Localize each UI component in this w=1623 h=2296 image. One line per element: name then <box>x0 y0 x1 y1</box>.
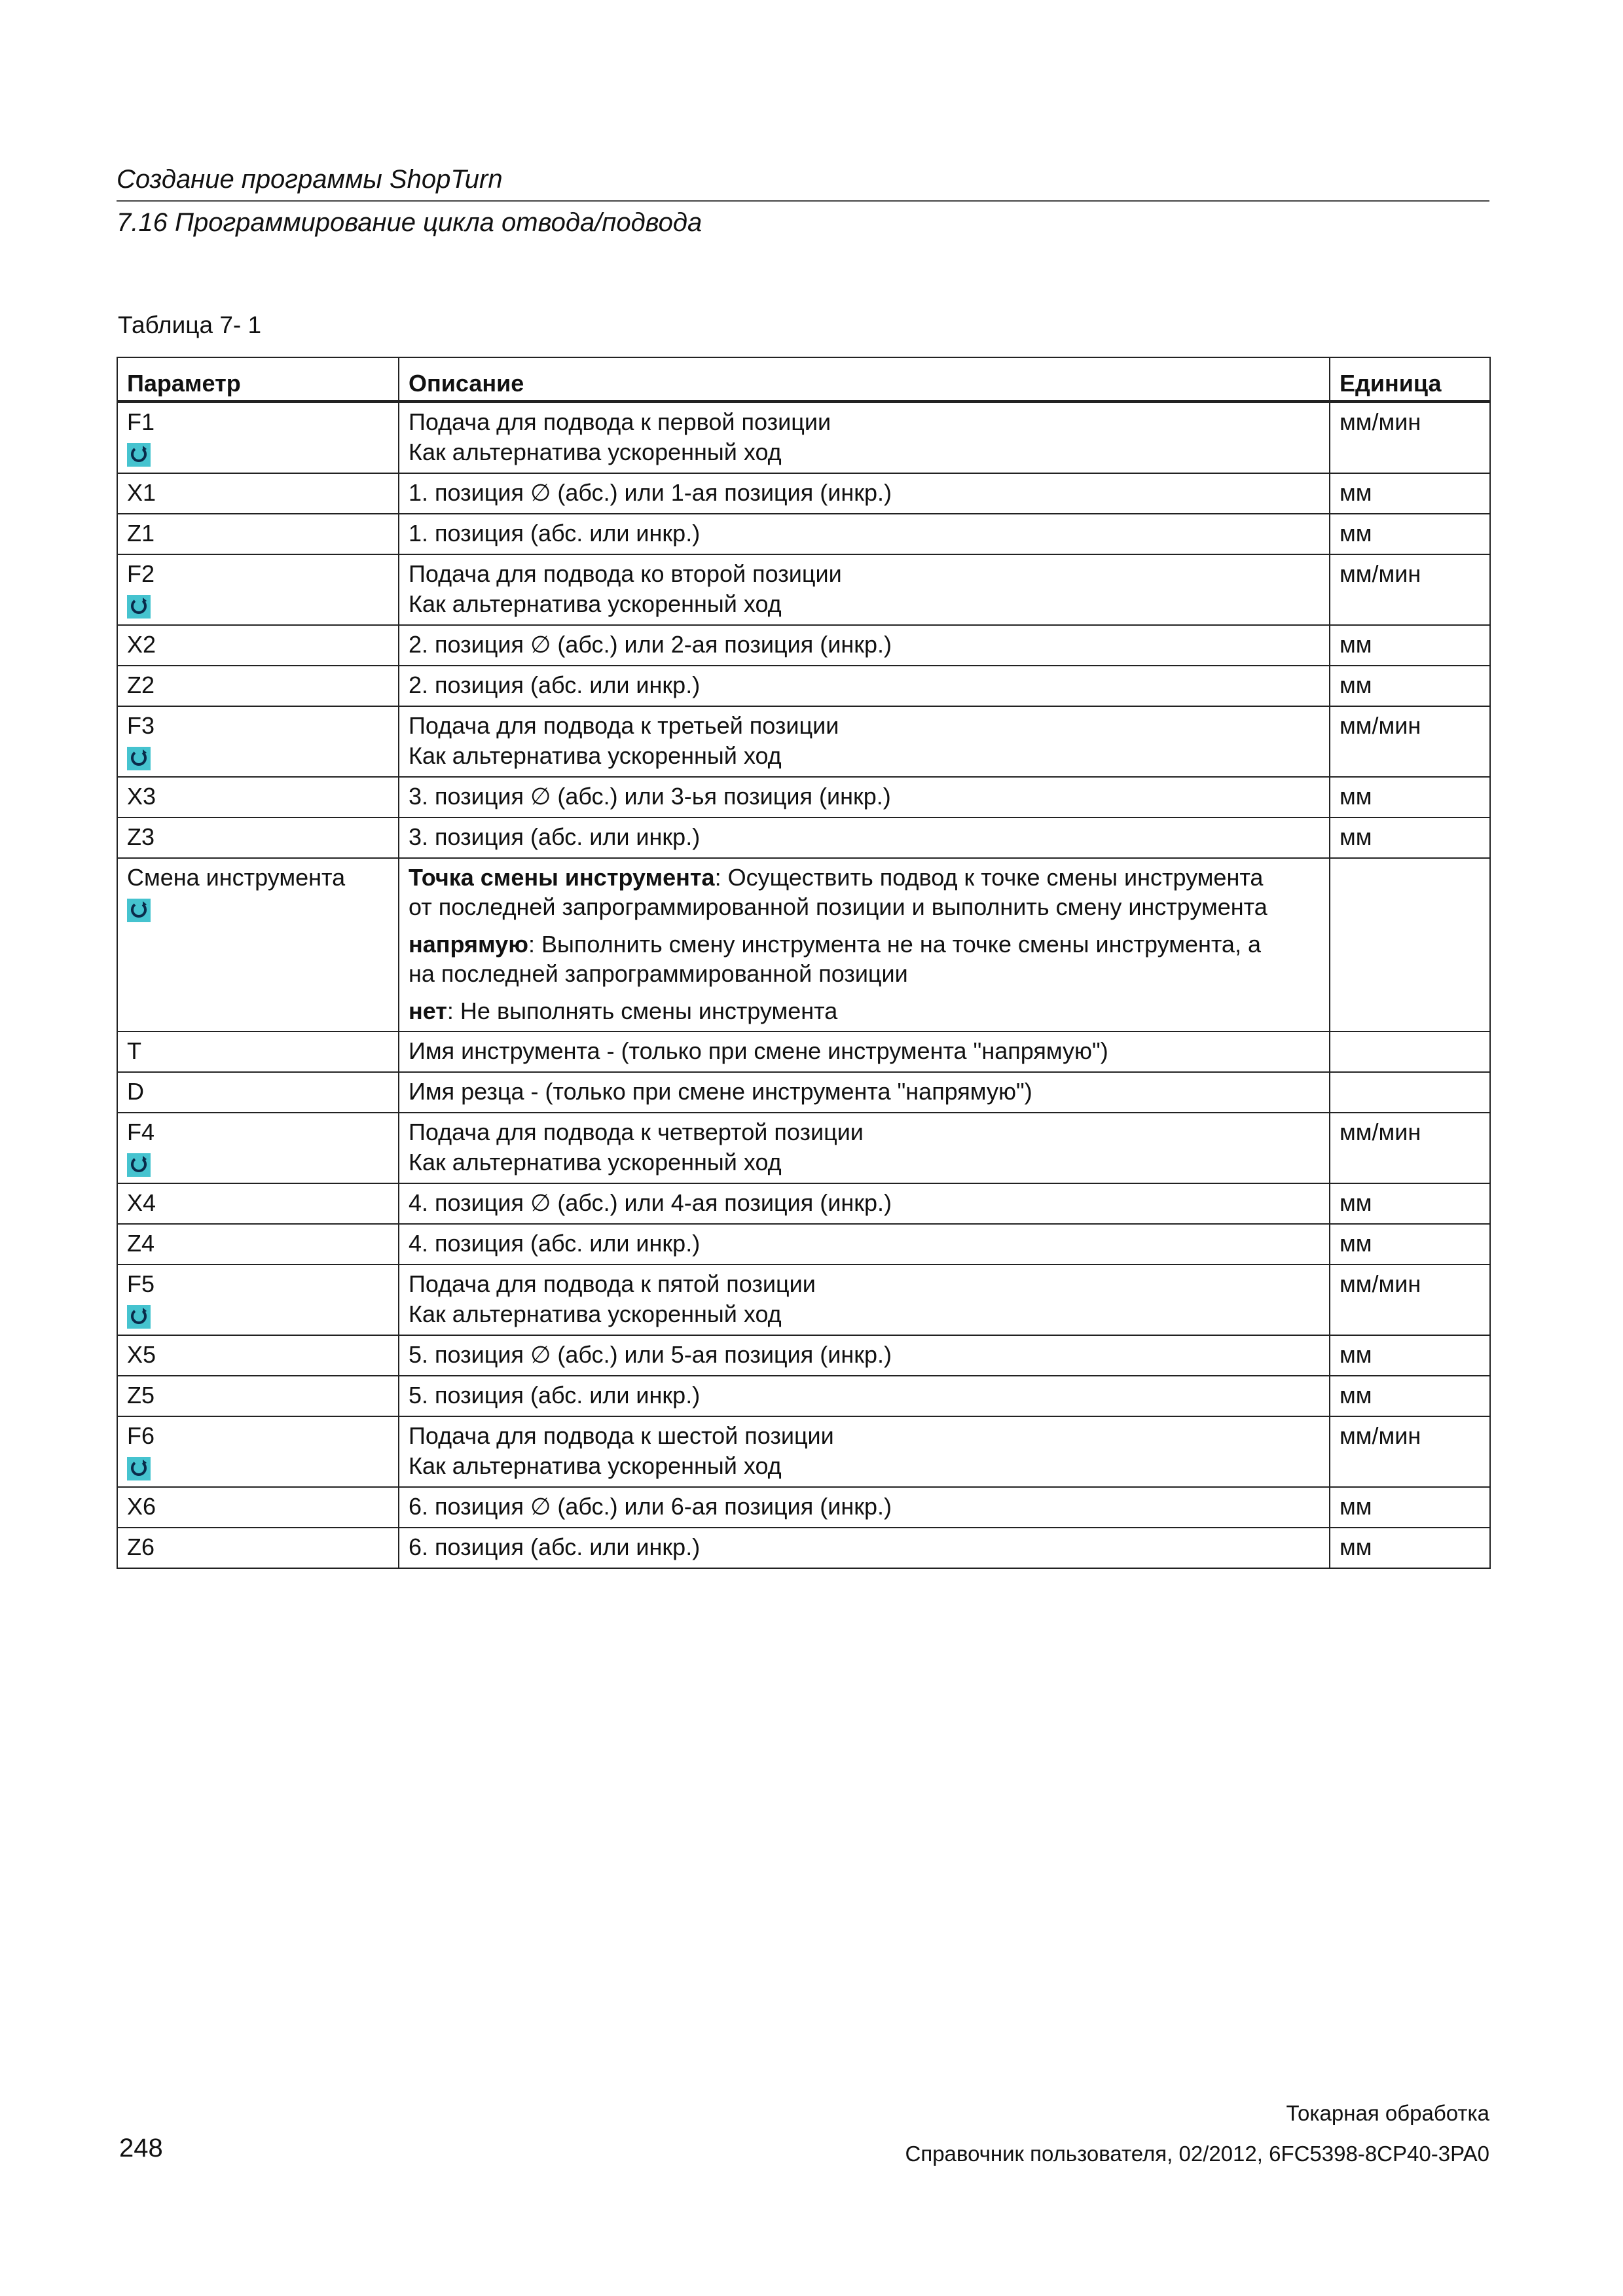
table-row <box>117 666 1490 706</box>
toggle-icon <box>127 1305 151 1329</box>
table-row <box>117 1265 1490 1335</box>
table-row <box>117 817 1490 858</box>
param-cell: F1 <box>117 402 399 474</box>
unit-cell: мм <box>1330 473 1490 514</box>
description-cell: Подача для подвода к третьей позиции Как альтернатива ускоренный ход <box>399 706 1330 777</box>
unit-cell: мм/мин <box>1330 1265 1490 1335</box>
column-header-unit: Единица <box>1330 357 1490 402</box>
option-keyword: напрямую <box>409 931 528 958</box>
param-cell: X3 <box>117 777 399 817</box>
table-row <box>117 625 1490 666</box>
param-cell: T <box>117 1031 399 1072</box>
param-cell: X1 <box>117 473 399 514</box>
table-row <box>117 1113 1490 1183</box>
param-cell: Z5 <box>117 1376 399 1416</box>
unit-cell <box>1330 1072 1490 1113</box>
table-caption: Таблица 7- 1 <box>118 312 262 338</box>
table-row <box>117 1072 1490 1113</box>
unit-cell: мм <box>1330 514 1490 554</box>
unit-cell: мм <box>1330 1487 1490 1528</box>
table-row <box>117 1416 1490 1487</box>
parameter-table <box>117 357 1491 1569</box>
unit-cell: мм <box>1330 1183 1490 1224</box>
table-row <box>117 402 1490 474</box>
description-cell: 4. позиция ∅ (абс.) или 4-ая позиция (инкр.) <box>399 1183 1330 1224</box>
unit-cell: мм <box>1330 817 1490 858</box>
description-cell: Подача для подвода ко второй позиции Как альтернатива ускоренный ход <box>399 554 1330 625</box>
unit-cell: мм <box>1330 1376 1490 1416</box>
param-cell: Z2 <box>117 666 399 706</box>
unit-cell: мм/мин <box>1330 402 1490 474</box>
footer-book-title: Токарная обработка <box>1286 2101 1489 2125</box>
table-body <box>117 402 1490 1569</box>
description-cell: 6. позиция ∅ (абс.) или 6-ая позиция (инкр.) <box>399 1487 1330 1528</box>
toggle-icon <box>127 1153 151 1177</box>
description-cell: 5. позиция (абс. или инкр.) <box>399 1376 1330 1416</box>
unit-cell: мм <box>1330 1528 1490 1568</box>
table-row <box>117 514 1490 554</box>
param-cell: F5 <box>117 1265 399 1335</box>
param-cell: Z6 <box>117 1528 399 1568</box>
param-cell: Z4 <box>117 1224 399 1265</box>
description-cell: 1. позиция (абс. или инкр.) <box>399 514 1330 554</box>
unit-cell: мм <box>1330 625 1490 666</box>
table-row <box>117 1528 1490 1568</box>
description-cell: 4. позиция (абс. или инкр.) <box>399 1224 1330 1265</box>
description-cell: Подача для подвода к первой позиции Как альтернатива ускоренный ход <box>399 402 1330 474</box>
unit-cell: мм <box>1330 666 1490 706</box>
table-row <box>117 473 1490 514</box>
description-cell: Подача для подвода к четвертой позиции Как альтернатива ускоренный ход <box>399 1113 1330 1183</box>
description-cell: Имя инструмента - (только при смене инструмента "напрямую") <box>399 1031 1330 1072</box>
chapter-title: Создание программы ShopTurn <box>117 165 503 194</box>
param-cell: F3 <box>117 706 399 777</box>
param-cell: X5 <box>117 1335 399 1376</box>
description-cell: Подача для подвода к шестой позиции Как альтернатива ускоренный ход <box>399 1416 1330 1487</box>
table-row <box>117 858 1490 1031</box>
footer-manual-info: Справочник пользователя, 02/2012, 6FC5398-8CP40-3PA0 <box>905 2142 1489 2166</box>
description-cell: 1. позиция ∅ (абс.) или 1-ая позиция (инкр.) <box>399 473 1330 514</box>
param-cell: Z3 <box>117 817 399 858</box>
column-header-parameter: Параметр <box>117 357 399 402</box>
table-row <box>117 1487 1490 1528</box>
unit-cell: мм/мин <box>1330 554 1490 625</box>
param-cell: Z1 <box>117 514 399 554</box>
toggle-icon <box>127 1457 151 1480</box>
table-row <box>117 1376 1490 1416</box>
table-header-row <box>117 357 1490 402</box>
description-cell: 2. позиция ∅ (абс.) или 2-ая позиция (инкр.) <box>399 625 1330 666</box>
table-row <box>117 1031 1490 1072</box>
section-title: 7.16 Программирование цикла отвода/подвода <box>117 208 702 237</box>
toggle-icon <box>127 899 151 922</box>
param-cell: F6 <box>117 1416 399 1487</box>
unit-cell: мм <box>1330 1224 1490 1265</box>
param-cell: D <box>117 1072 399 1113</box>
toggle-icon <box>127 443 151 467</box>
table-row <box>117 706 1490 777</box>
unit-cell: мм/мин <box>1330 1416 1490 1487</box>
description-cell: Подача для подвода к пятой позиции Как альтернатива ускоренный ход <box>399 1265 1330 1335</box>
unit-cell: мм <box>1330 777 1490 817</box>
unit-cell <box>1330 1031 1490 1072</box>
description-cell: Точка смены инструмента: Осуществить подвод к точке смены инструмента от последней запрограммированной позиции и выполнить смену инструмента напрямую: Выполнить смену инструмента не на точке смены инструмента, а на последней запрограммированной позиции нет: Не выполнять смены инструмента <box>399 858 1330 1031</box>
toggle-icon <box>127 595 151 619</box>
description-cell: 6. позиция (абс. или инкр.) <box>399 1528 1330 1568</box>
table-row <box>117 554 1490 625</box>
param-cell: X4 <box>117 1183 399 1224</box>
param-cell: Смена инструмента <box>117 858 399 1031</box>
unit-cell: мм/мин <box>1330 706 1490 777</box>
page-number: 248 <box>119 2134 163 2162</box>
unit-cell: мм/мин <box>1330 1113 1490 1183</box>
table-row <box>117 1224 1490 1265</box>
table-row <box>117 1183 1490 1224</box>
description-cell: 2. позиция (абс. или инкр.) <box>399 666 1330 706</box>
description-cell: 5. позиция ∅ (абс.) или 5-ая позиция (инкр.) <box>399 1335 1330 1376</box>
description-cell: 3. позиция (абс. или инкр.) <box>399 817 1330 858</box>
description-cell: Имя резца - (только при смене инструмента "напрямую") <box>399 1072 1330 1113</box>
header-rule <box>117 200 1489 202</box>
option-keyword: нет <box>409 997 447 1024</box>
table-row <box>117 777 1490 817</box>
unit-cell <box>1330 858 1490 1031</box>
param-cell: X6 <box>117 1487 399 1528</box>
option-keyword: Точка смены инструмента <box>409 864 715 891</box>
description-cell: 3. позиция ∅ (абс.) или 3-ья позиция (инкр.) <box>399 777 1330 817</box>
unit-cell: мм <box>1330 1335 1490 1376</box>
toggle-icon <box>127 747 151 770</box>
column-header-description: Описание <box>399 357 1330 402</box>
table-row <box>117 1335 1490 1376</box>
param-cell: F4 <box>117 1113 399 1183</box>
param-cell: F2 <box>117 554 399 625</box>
param-cell: X2 <box>117 625 399 666</box>
